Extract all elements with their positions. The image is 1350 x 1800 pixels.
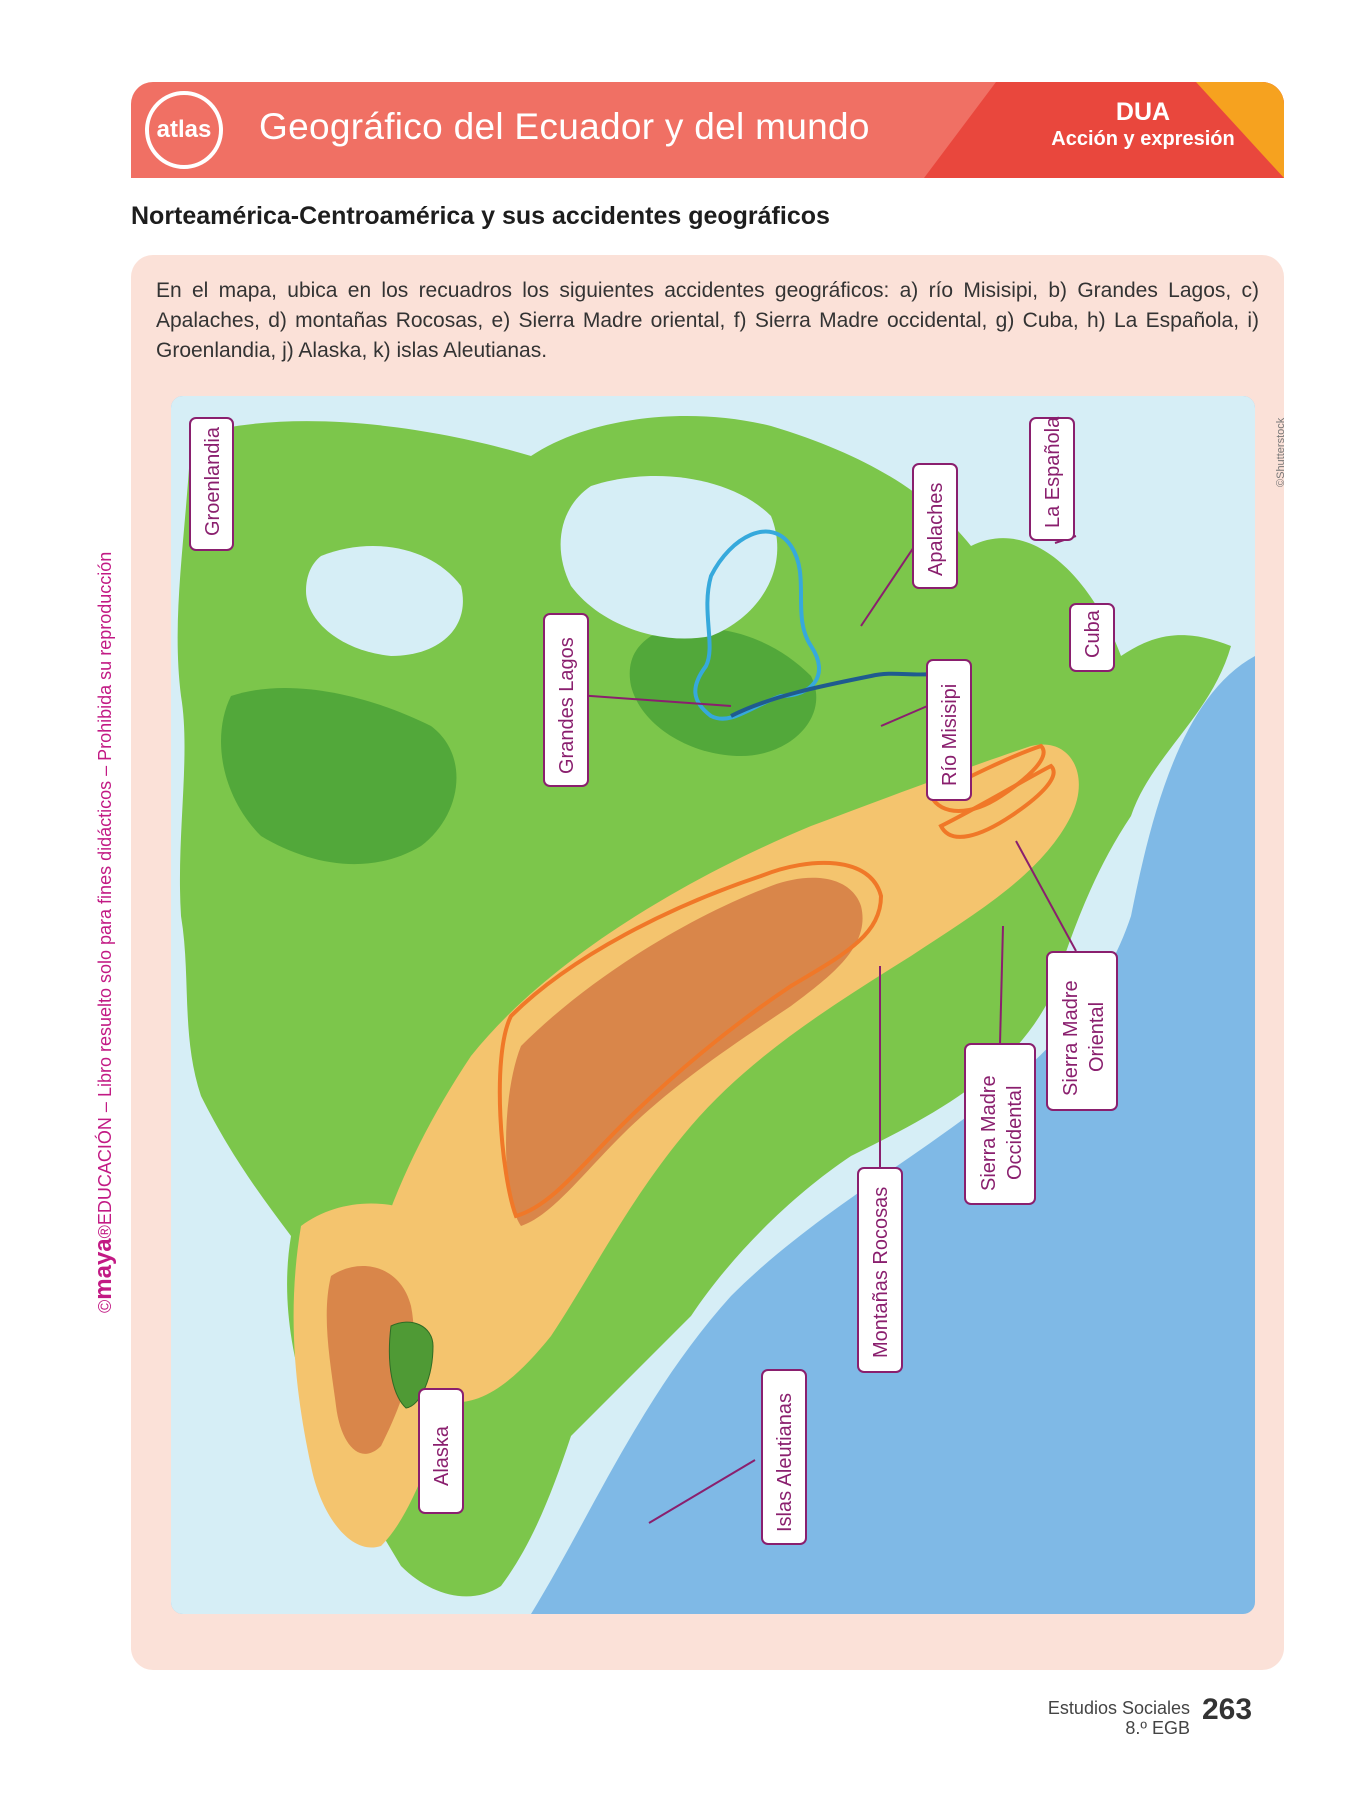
page-number: 263 [1202,1693,1253,1726]
label-groenlandia-text: Groenlandia [202,427,224,536]
physical-map [171,396,1255,1614]
label-cuba [1070,604,1114,671]
atlas-logo [145,91,223,169]
label-montanas-rocosas [858,1168,902,1372]
label-smor-text-2: Oriental [1086,1001,1108,1072]
label-montanas-rocosas-text: Montañas Rocosas [870,1186,892,1358]
dua-subtitle: Acción y expresión [1051,128,1235,150]
image-credit: ©Shutterstock [1275,417,1287,487]
side-copyright: ©maya®EDUCACIÓN – Libro resuelto solo para fines didácticos – Prohibida su reproducción [90,551,117,1313]
label-islas-aleutianas-text: Islas Aleutianas [774,1393,796,1532]
footer-subject-name: Estudios Sociales [1047,1698,1190,1718]
section-title: Norteamérica-Centroamérica y sus accidentes geográficos [131,202,830,230]
label-apalaches [913,464,957,588]
label-cuba-text: Cuba [1082,610,1104,658]
label-sierra-madre-oriental [1047,952,1117,1110]
banner-title: Geográfico del Ecuador y del mundo [259,106,870,147]
label-smor-text-1: Sierra Madre [1060,980,1082,1096]
dua-box [1013,98,1273,152]
dua-title: DUA [1115,98,1171,126]
side-brand: maya [90,1238,117,1300]
label-islas-aleutianas [762,1370,806,1544]
label-apalaches-text: Apalaches [925,482,947,576]
label-rio-misisipi [927,660,971,800]
atlas-logo-text: atlas [156,116,212,143]
label-groenlandia [190,418,233,550]
label-grandes-lagos [544,614,588,786]
label-smocc-text-1: Sierra Madre [978,1075,1000,1191]
label-sierra-madre-occidental [965,1044,1035,1204]
header-banner [131,82,1284,178]
label-smocc-text-2: Occidental [1004,1085,1026,1180]
side-copyright-text: EDUCACIÓN – Libro resuelto solo para fines didácticos – Prohibida su reproducción [95,551,115,1226]
label-alaska-text: Alaska [431,1425,453,1486]
label-la-espanola [1030,416,1074,540]
map-svg [171,396,1255,1614]
instructions-text: En el mapa, ubica en los recuadros los siguientes accidentes geográficos: a) río Misisipi, b) Grandes Lagos, c) Apalaches, d) montañas Rocosas, e) Sierra Madre oriental, f) Sierra Madre occidental, g) Cuba, h) La Española, i) Groenlandia, j) Alaska, k) islas Aleutianas. [156,279,1259,362]
label-alaska [419,1389,463,1513]
label-rio-misisipi-text: Río Misisipi [939,683,961,786]
footer-grade: 8.º EGB [1125,1718,1190,1738]
label-grandes-lagos-text: Grandes Lagos [556,637,578,774]
label-la-espanola-text: La Española [1042,416,1064,528]
footer-subject [1000,1698,1190,1738]
